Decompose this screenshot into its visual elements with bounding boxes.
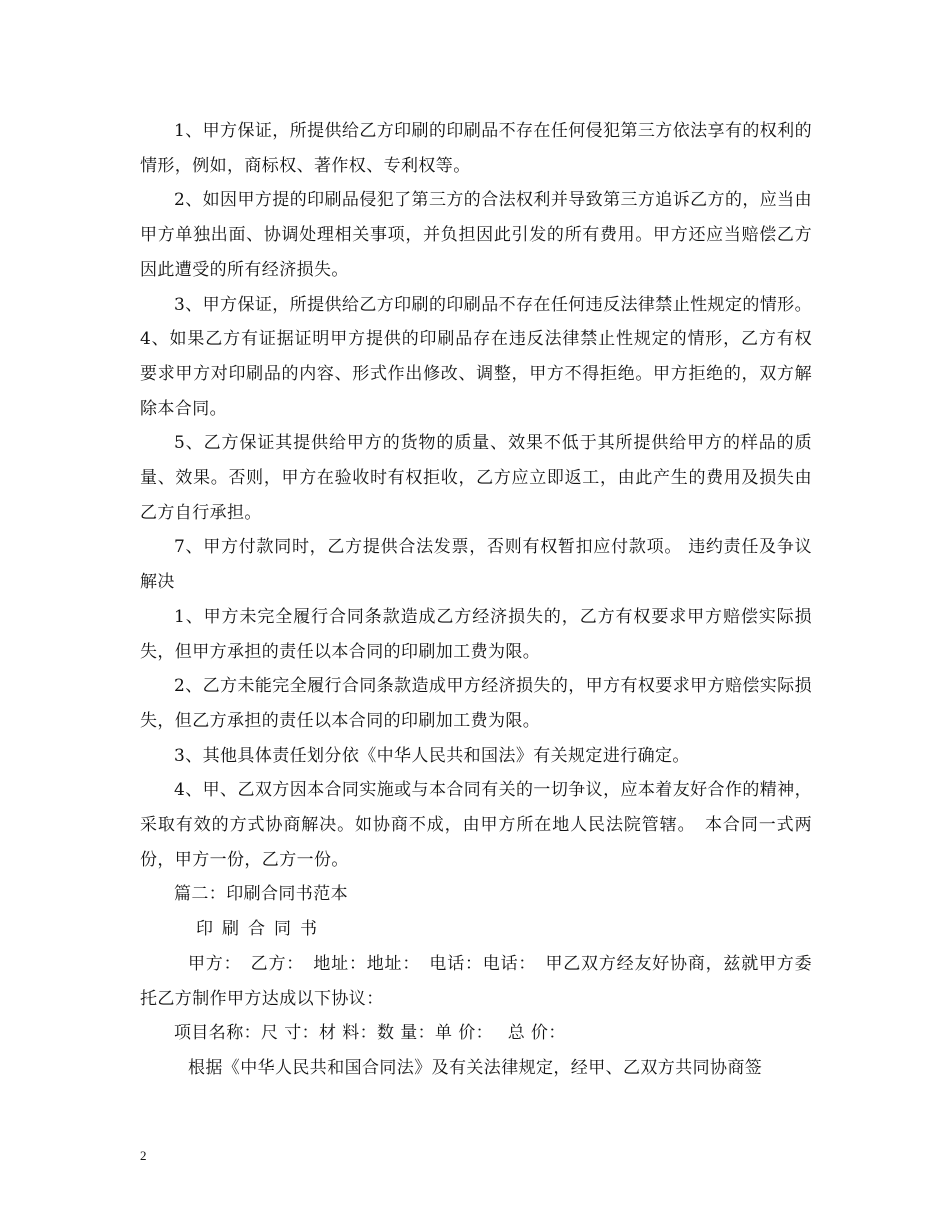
contract-title: 印刷合同书 (196, 919, 326, 940)
closing-paragraph: 根据《中华人民共和国合同法》及有关法律规定，经甲、乙双方共同协商签 (188, 1057, 763, 1078)
paragraph-infringement-liability: 2、如因甲方提的印刷品侵犯了第三方的合法权利并导致第三方追诉乙方的，应当由甲方单独出面、协调处理相关事项，并负担因此引发的所有费用。甲方还应当赔偿乙方因此遭受的所有经济损失。 (140, 190, 812, 280)
section-heading: 篇二：印刷合同书范本 (174, 884, 348, 905)
paragraph-guarantee-no-infringement: 1、甲方保证，所提供给乙方印刷的印刷品不存在任何侵犯第三方依法享有的权利的情形，例如，商标权、著作权、专利权等。 (140, 121, 812, 176)
paragraph-dispute-resolution: 4、甲、乙双方因本合同实施或与本合同有关的一切争议，应本着友好合作的精神，采取有效的方式协商解决。如协商不成，由甲方所在地人民法院管辖。 本合同一式两份，甲方一份，乙方一份。 (140, 780, 812, 870)
paragraph-payment-invoice: 7、甲方付款同时，乙方提供合法发票，否则有权暂扣应付款项。 违约责任及争议解决 (140, 537, 812, 593)
paragraph-other-liability: 3、其他具体责任划分依《中华人民共和国法》有关规定进行确定。 (174, 745, 690, 766)
paragraph-legal-compliance: 3、甲方保证，所提供给乙方印刷的印刷品不存在任何违反法律禁止性规定的情形。 4、如果乙方有证据证明甲方提供的印刷品存在违反法律禁止性规定的情形，乙方有权要求甲方对印刷品的内容、形式作出修改、调整，甲方不得拒绝。甲方拒绝的，双方解除本合同。 (140, 294, 812, 419)
paragraph-quality-guarantee: 5、乙方保证其提供给甲方的货物的质量、效果不低于其所提供给甲方的样品的质量、效果。否则，甲方在验收时有权拒收，乙方应立即返工，由此产生的费用及损失由乙方自行承担。 (140, 433, 812, 523)
paragraph-party-b-breach: 2、乙方未能完全履行合同条款造成甲方经济损失的，甲方有权要求甲方赔偿实际损失，但乙方承担的责任以本合同的印刷加工费为限。 (140, 676, 812, 731)
paragraph-party-a-breach: 1、甲方未完全履行合同条款造成乙方经济损失的，乙方有权要求甲方赔偿实际损失，但甲方承担的责任以本合同的印刷加工费为限。 (140, 606, 812, 662)
parties-line: 甲方： 乙方： 地址：地址： 电话：电话： 甲乙双方经友好协商，兹就甲方委托乙方制作甲方达成以下协议： (140, 953, 812, 1009)
page-number: 2 (140, 1148, 147, 1163)
document-body (140, 114, 812, 1086)
project-fields-line: 项目名称：尺 寸：材 料：数 量：单 价： 总 价： (174, 1023, 566, 1044)
